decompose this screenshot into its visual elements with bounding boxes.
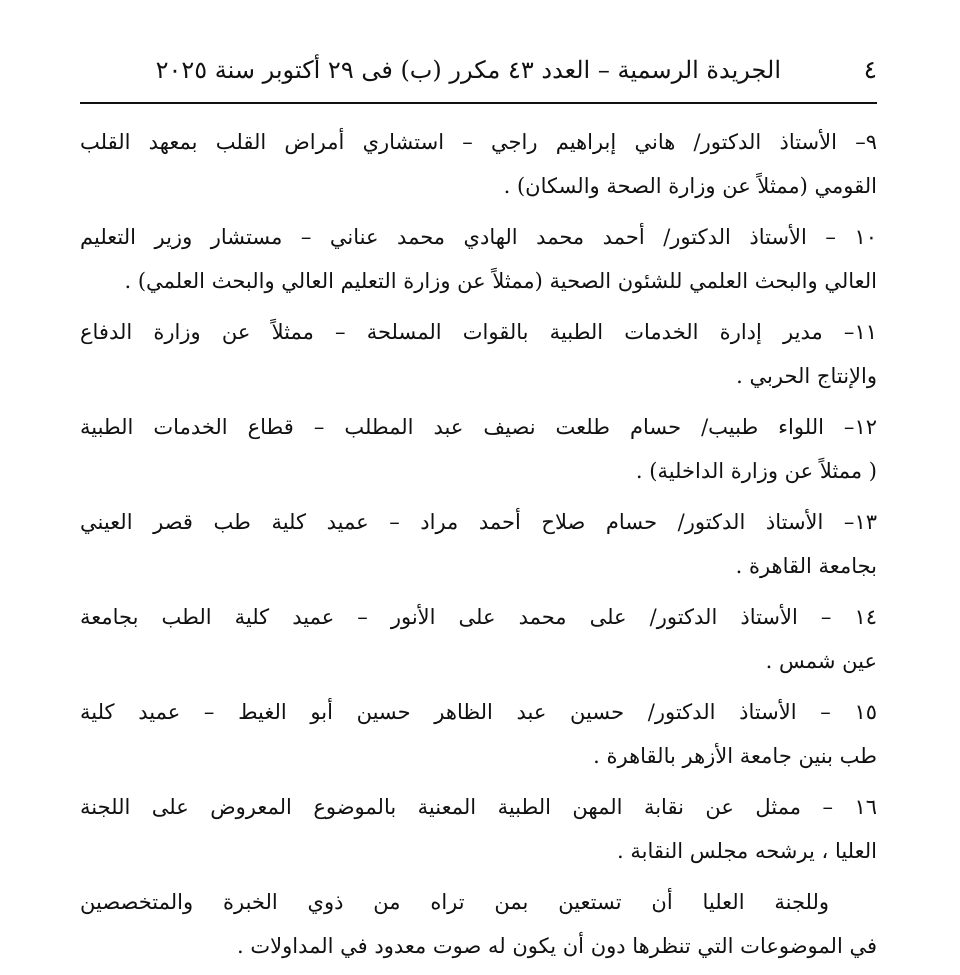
member-item-14: [80, 595, 877, 683]
item-line: القومي (ممثلاً عن وزارة الصحة والسكان) .: [503, 174, 877, 198]
item-line: ( ممثلاً عن وزارة الداخلية) .: [635, 459, 877, 483]
item-line: العليا ، يرشحه مجلس النقابة .: [617, 839, 877, 863]
item-line: ١١– مدير إدارة الخدمات الطبية بالقوات المسلحة – ممثلاً عن وزارة الدفاع: [80, 320, 877, 344]
member-item-15: [80, 690, 877, 778]
item-line: وللجنة العليا أن تستعين بمن تراه من ذوي الخبرة والمتخصصين: [80, 890, 829, 914]
item-line: ١٠ – الأستاذ الدكتور/ أحمد محمد الهادي محمد عناني – مستشار وزير التعليم: [80, 225, 877, 249]
gazette-header-title: الجريدة الرسمية – العدد ٤٣ مكرر (ب) فى ٢٩ أكتوبر سنة ٢٠٢٥: [155, 56, 781, 84]
member-item-13: [80, 500, 877, 588]
header-divider: [80, 102, 877, 104]
item-line: ١٥ – الأستاذ الدكتور/ حسين عبد الظاهر حسين أبو الغيط – عميد كلية: [80, 700, 877, 724]
item-line: العالي والبحث العلمي للشئون الصحية (ممثلاً عن وزارة التعليم العالي والبحث العلمي) .: [124, 269, 877, 293]
item-line: بجامعة القاهرة .: [735, 554, 877, 578]
document-body: [80, 120, 877, 975]
member-item-12: [80, 405, 877, 493]
item-line: في الموضوعات التي تنظرها دون أن يكون له صوت معدود في المداولات .: [236, 934, 877, 958]
page-number: ٤: [863, 55, 877, 84]
item-line: ١٢– اللواء طبيب/ حسام طلعت نصيف عبد المطلب – قطاع الخدمات الطبية: [80, 415, 877, 439]
item-line: ٩– الأستاذ الدكتور/ هاني إبراهيم راجي – استشاري أمراض القلب بمعهد القلب: [80, 130, 877, 154]
item-line: والإنتاج الحربي .: [736, 364, 877, 388]
item-line: ١٦ – ممثل عن نقابة المهن الطبية المعنية بالموضوع المعروض على اللجنة: [80, 795, 877, 819]
member-item-16: [80, 785, 877, 873]
closing-paragraph: [80, 880, 877, 968]
page-header: [80, 52, 877, 88]
item-line: عين شمس .: [765, 649, 877, 673]
member-item-10: [80, 215, 877, 303]
item-line: طب بنين جامعة الأزهر بالقاهرة .: [593, 744, 877, 768]
member-item-11: [80, 310, 877, 398]
member-item-9: [80, 120, 877, 208]
item-line: ١٤ – الأستاذ الدكتور/ على محمد على الأنور – عميد كلية الطب بجامعة: [80, 605, 877, 629]
item-line: ١٣– الأستاذ الدكتور/ حسام صلاح أحمد مراد – عميد كلية طب قصر العيني: [80, 510, 877, 534]
